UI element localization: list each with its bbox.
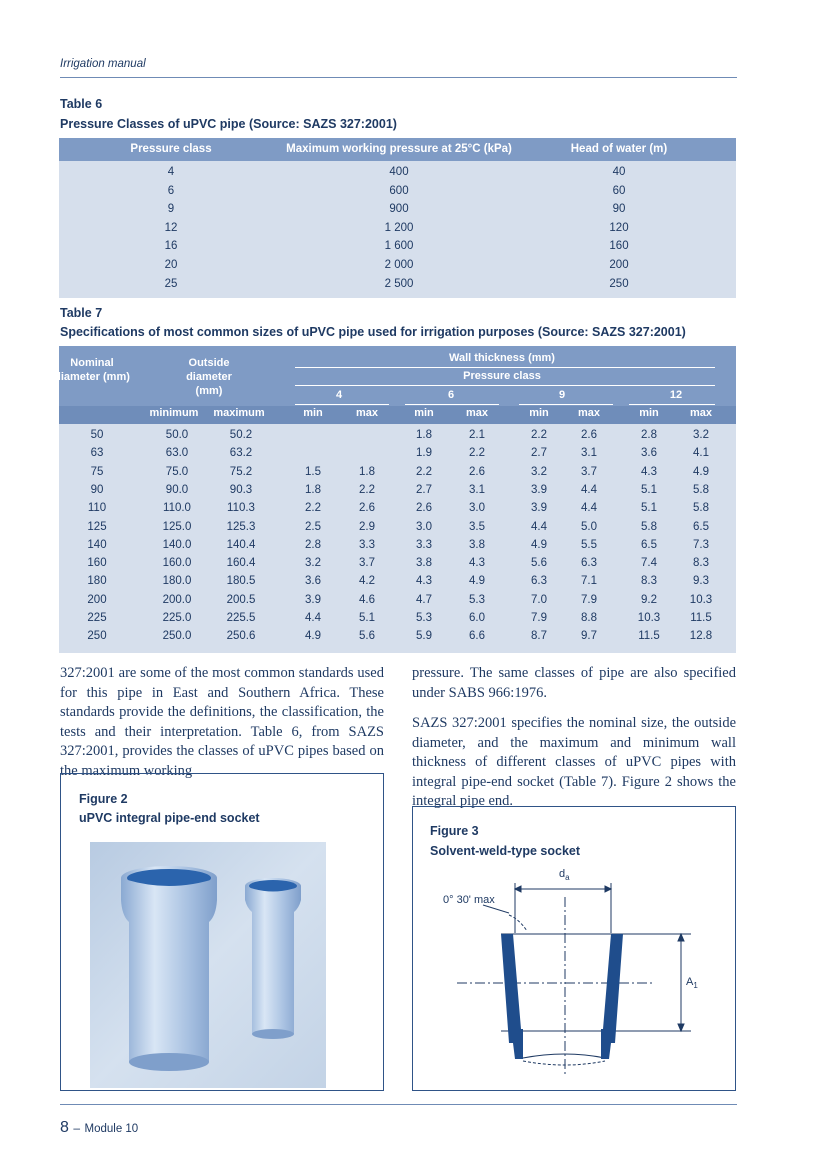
body-right-paragraph-2: SAZS 327:2001 specifies the nominal size, the outside diameter, and the maximum and minimum wall thickness of different classes of uPVC pipes with integral pipe-end socket (Table 7). Figure 2 shows the integral pipe end.	[412, 715, 736, 809]
pipe-photo-image	[90, 842, 326, 1088]
table7-cell: 10.3	[637, 612, 661, 624]
footer	[60, 1119, 138, 1137]
table7-cell: 6.3	[581, 557, 597, 570]
table6-cell: 400	[389, 166, 409, 178]
header-rule	[60, 77, 737, 78]
table7-cell: 225	[87, 612, 107, 624]
table7-cell: 140	[87, 538, 107, 551]
table7-row	[59, 483, 736, 501]
table7-sub-min-6: min	[414, 407, 434, 419]
table7-pressure-rule	[295, 385, 715, 386]
table7-cell: 250	[87, 630, 107, 643]
table7-cell: 2.7	[416, 483, 432, 496]
table7-wall-rule	[295, 367, 715, 368]
table7-cell: 4.6	[359, 593, 375, 606]
table7-cell: 7.3	[693, 538, 709, 551]
table7-cell: 1.9	[416, 447, 432, 460]
table7-cell: 3.6	[641, 447, 657, 460]
table7-title: Specifications of most common sizes of uPVC pipe used for irrigation purposes (Source: SAZS 327:2001)	[60, 325, 686, 339]
table7-cell: 2.2	[531, 429, 547, 441]
table7-cell: 3.0	[416, 520, 432, 533]
table7-cell: 8.7	[531, 630, 547, 643]
table7-cell: 200.5	[226, 593, 256, 606]
table7-cell: 2.6	[416, 502, 432, 515]
table7-sub-min-9: min	[529, 407, 549, 419]
table7-row	[59, 556, 736, 574]
table7-cell: 75.2	[229, 465, 253, 478]
table7-cell: 4.3	[469, 557, 485, 570]
figure2-title: uPVC integral pipe-end socket	[79, 811, 260, 825]
table6-cell: 600	[389, 184, 409, 197]
table7-cell: 50	[90, 429, 104, 441]
table6-cell: 20	[164, 259, 178, 271]
table6-row	[59, 202, 736, 220]
table7-cell: 2.8	[641, 429, 657, 441]
table7-cell: 180.0	[162, 575, 192, 588]
table7-cell: 10.3	[689, 593, 713, 606]
table6-title: Pressure Classes of uPVC pipe (Source: SAZS 327:2001)	[60, 117, 397, 131]
table7-cell: 7.0	[531, 593, 547, 606]
table7-cell: 2.2	[305, 502, 321, 515]
table6-cell: 25	[164, 277, 178, 290]
da-label	[559, 868, 570, 882]
table7-cell: 6.5	[693, 520, 709, 533]
table7-cell: 160	[87, 557, 107, 570]
table7-cell: 8.8	[581, 612, 597, 624]
da-label-sub: a	[565, 873, 570, 883]
table7-cell: 8.3	[641, 575, 657, 588]
table6-cell: 90	[612, 203, 626, 216]
table7-cell: 7.9	[531, 612, 547, 624]
table7-class9-rule	[519, 404, 613, 405]
socket-diagram	[413, 807, 735, 1090]
table7-cell: 180	[87, 575, 107, 588]
table7-cell: 4.4	[581, 502, 597, 515]
table7-cell: 50.0	[165, 429, 189, 441]
table7-cell: 75.0	[165, 465, 189, 478]
table6-cell: 1 600	[384, 240, 414, 253]
table6-row	[59, 277, 736, 295]
table7-cell: 1.8	[416, 429, 432, 441]
table7-cell: 2.2	[469, 447, 485, 460]
table7-cell: 250.0	[162, 630, 192, 643]
table7-cell: 5.1	[641, 483, 657, 496]
figure2-frame	[60, 773, 384, 1091]
table7-header	[54, 346, 736, 424]
table7-cell: 2.6	[469, 465, 485, 478]
table7-cell: 63	[90, 447, 104, 460]
table7-sub-max-12: max	[689, 407, 713, 419]
table7-cell: 3.5	[469, 520, 485, 533]
table6-cell: 40	[612, 166, 626, 178]
table7-cell: 1.8	[305, 483, 321, 496]
table7-cell: 125.3	[226, 520, 256, 533]
table7-cell: 63.0	[165, 447, 189, 460]
table7-cell: 2.2	[359, 483, 375, 496]
table7-col-nominal-diameter: Nominal diameter (mm)	[54, 357, 130, 383]
table6-row	[59, 184, 736, 202]
table6-col-max-pressure: Maximum working pressure at 25°C (kPa)	[286, 143, 512, 155]
table6-header	[59, 138, 736, 161]
figure3-label: Figure 3	[430, 824, 479, 838]
table7	[54, 346, 736, 653]
table6-label: Table 6	[60, 97, 103, 111]
table7-cell: 4.4	[305, 612, 321, 624]
table7-cell: 5.8	[641, 520, 657, 533]
table6-col-head-of-water: Head of water (m)	[570, 143, 668, 155]
table7-cell: 5.8	[693, 483, 709, 496]
table7-cell: 3.2	[531, 465, 547, 478]
table7-sub-maximum: maximum	[213, 407, 265, 419]
table7-cell: 9.3	[693, 575, 709, 588]
a1-label-sub: 1	[693, 981, 698, 991]
table7-cell: 4.9	[469, 575, 485, 588]
table7-cell: 7.4	[641, 557, 657, 570]
table7-cell: 3.6	[305, 575, 321, 588]
table7-row	[59, 520, 736, 538]
table7-row	[59, 574, 736, 592]
table7-cell: 5.6	[531, 557, 547, 570]
table7-cell: 1.5	[305, 465, 321, 478]
table7-cell: 11.5	[690, 612, 712, 624]
table7-cell: 4.2	[359, 575, 375, 588]
table7-cell: 4.9	[305, 630, 321, 643]
table6-col-pressure-class: Pressure class	[130, 143, 212, 155]
table7-cell: 3.2	[305, 557, 321, 570]
table7-cell: 3.7	[359, 557, 375, 570]
table7-cell: 11.5	[638, 630, 660, 643]
table6-row	[59, 221, 736, 239]
table6-cell: 4	[167, 166, 175, 178]
table7-cell: 180.5	[226, 575, 256, 588]
table7-row	[59, 428, 736, 446]
table7-row	[59, 629, 736, 647]
table7-cell: 2.2	[416, 465, 432, 478]
table7-cell: 125	[87, 520, 107, 533]
table7-cell: 5.5	[581, 538, 597, 551]
table7-class-4: 4	[335, 389, 343, 401]
table7-sub-max-6: max	[465, 407, 489, 419]
module-label: Module 10	[84, 1123, 139, 1135]
table7-cell: 160.0	[162, 557, 192, 570]
table7-cell: 50.2	[229, 429, 253, 441]
body-right-column	[412, 664, 736, 823]
table7-cell: 4.1	[693, 447, 709, 460]
table6-cell: 2 000	[384, 259, 414, 271]
body-left-paragraph: 327:2001 are some of the most common standards used for this pipe in East and Southern Africa. These standards provide the definitions, the classification, the tests and their interpretation. Table 6, from SAZS 327:2001, provides the classes of uPVC pipes based on the maximum working	[60, 665, 384, 779]
table6-row	[59, 239, 736, 257]
table7-class4-rule	[295, 404, 389, 405]
table7-cell: 3.9	[531, 502, 547, 515]
table7-cell: 1.8	[359, 465, 375, 478]
table7-cell: 4.4	[581, 483, 597, 496]
table7-cell: 2.9	[359, 520, 375, 533]
table7-cell: 125.0	[162, 520, 192, 533]
table7-cell: 3.8	[416, 557, 432, 570]
table7-cell: 2.6	[359, 502, 375, 515]
table7-cell: 5.6	[359, 630, 375, 643]
angle-label: 0° 30' max	[443, 894, 495, 906]
table7-cell: 4.9	[531, 538, 547, 551]
table7-row	[59, 465, 736, 483]
table7-cell: 160.4	[226, 557, 256, 570]
table7-cell: 6.3	[531, 575, 547, 588]
table6-row	[59, 165, 736, 183]
table7-cell: 3.9	[305, 593, 321, 606]
table7-class6-rule	[405, 404, 499, 405]
table7-cell: 110.3	[227, 502, 255, 515]
table7-cell: 2.1	[469, 429, 485, 441]
figure2-label: Figure 2	[79, 792, 128, 806]
table6-cell: 12	[164, 221, 178, 234]
table7-cell: 2.6	[581, 429, 597, 441]
table7-class12-rule	[629, 404, 715, 405]
table7-class-6: 6	[447, 389, 455, 401]
table7-sub-min-4: min	[303, 407, 323, 419]
table6-cell: 6	[167, 184, 175, 197]
table7-cell: 9.2	[641, 593, 657, 606]
table7-cell: 225.5	[226, 612, 256, 624]
table6-cell: 9	[167, 203, 175, 216]
table7-sub-min-12: min	[639, 407, 659, 419]
figure3-frame	[412, 806, 736, 1091]
table7-cell: 250.6	[226, 630, 256, 643]
table6-cell: 200	[609, 259, 629, 271]
table7-cell: 110	[87, 502, 107, 515]
pipe-photo	[90, 842, 326, 1088]
table7-cell: 140.0	[162, 538, 192, 551]
table7-cell: 5.1	[641, 502, 657, 515]
table7-label: Table 7	[60, 306, 103, 320]
footer-rule	[60, 1104, 737, 1105]
table7-class-12: 12	[669, 389, 683, 401]
running-header: Irrigation manual	[60, 58, 146, 70]
a1-label	[686, 976, 698, 990]
table7-cell: 4.4	[531, 520, 547, 533]
table7-cell: 6.5	[641, 538, 657, 551]
table7-cell: 140.4	[226, 538, 256, 551]
table7-class-9: 9	[558, 389, 566, 401]
table6-cell: 2 500	[384, 277, 414, 290]
table7-cell: 225.0	[162, 612, 192, 624]
table7-cell: 63.2	[229, 447, 253, 460]
table7-cell: 3.8	[469, 538, 485, 551]
table7-cell: 12.8	[689, 630, 713, 643]
table7-col-wall-thickness: Wall thickness (mm)	[449, 352, 555, 364]
table6-cell: 120	[609, 221, 629, 234]
table7-cell: 90	[90, 483, 104, 496]
table6-cell: 250	[609, 277, 629, 290]
table7-cell: 5.3	[469, 593, 485, 606]
table7-cell: 3.3	[359, 538, 375, 551]
page-number: 8	[60, 1119, 69, 1136]
table7-cell: 7.1	[581, 575, 597, 588]
table7-cell: 110.0	[163, 502, 191, 515]
table7-cell: 3.7	[581, 465, 597, 478]
table7-cell: 8.3	[693, 557, 709, 570]
table6-row	[59, 258, 736, 276]
table7-cell: 2.7	[531, 447, 547, 460]
table7-col-outside-diameter: Outside diameter (mm)	[186, 357, 232, 397]
table7-cell: 90.0	[165, 483, 189, 496]
footer-dash: –	[73, 1121, 81, 1135]
table7-cell: 3.3	[416, 538, 432, 551]
table6-cell: 60	[612, 184, 626, 197]
table7-cell: 4.9	[693, 465, 709, 478]
table7-cell: 5.9	[416, 630, 432, 643]
table6	[59, 138, 736, 298]
table7-cell: 3.0	[469, 502, 485, 515]
a1-label-main: A	[686, 976, 694, 988]
table7-row	[59, 501, 736, 519]
table6-cell: 900	[389, 203, 409, 216]
table7-cell: 3.9	[531, 483, 547, 496]
table6-cell: 16	[164, 240, 178, 253]
table7-cell: 200.0	[162, 593, 192, 606]
table7-cell: 7.9	[581, 593, 597, 606]
table7-cell: 5.8	[693, 502, 709, 515]
table7-cell: 5.0	[581, 520, 597, 533]
table7-cell: 4.7	[416, 593, 432, 606]
table7-row	[59, 593, 736, 611]
table7-row	[59, 611, 736, 629]
table7-cell: 3.1	[469, 483, 485, 496]
table7-cell: 4.3	[641, 465, 657, 478]
da-label-main: d	[559, 868, 566, 880]
table7-cell: 4.3	[416, 575, 432, 588]
table7-cell: 3.2	[693, 429, 709, 441]
table7-sub-max-9: max	[577, 407, 601, 419]
table7-cell: 5.3	[416, 612, 432, 624]
table7-cell: 2.8	[305, 538, 321, 551]
table7-row	[59, 446, 736, 464]
table6-cell: 160	[609, 240, 629, 253]
table7-row	[59, 538, 736, 556]
table7-cell: 6.6	[469, 630, 485, 643]
table7-cell: 90.3	[229, 483, 253, 496]
table7-cell: 5.1	[359, 612, 375, 624]
table7-col-pressure-class: Pressure class	[463, 370, 541, 382]
figure3-title: Solvent-weld-type socket	[430, 844, 581, 858]
body-right-paragraph-1: pressure. The same classes of pipe are also specified under SABS 966:1976.	[412, 665, 736, 701]
table6-cell: 1 200	[384, 221, 414, 234]
table7-cell: 200	[87, 593, 107, 606]
table7-cell: 9.7	[581, 630, 597, 643]
table7-cell: 75	[90, 465, 104, 478]
table7-sub-minimum: minimum	[149, 407, 199, 419]
table7-cell: 2.5	[305, 520, 321, 533]
table7-sub-max-4: max	[355, 407, 379, 419]
table7-cell: 3.1	[581, 447, 597, 460]
table7-cell: 6.0	[469, 612, 485, 624]
